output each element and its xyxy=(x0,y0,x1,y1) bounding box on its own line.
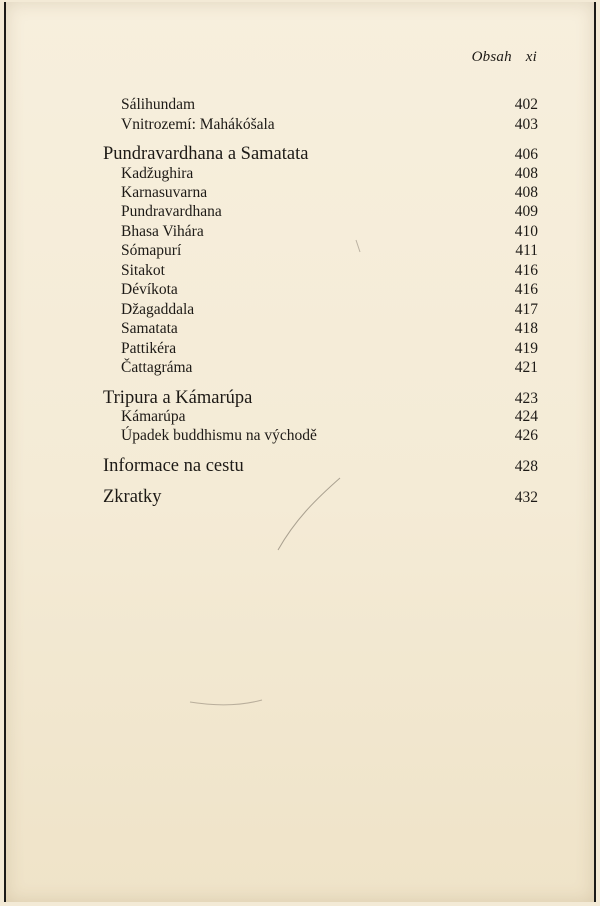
toc-entry-page: 410 xyxy=(514,223,538,240)
toc-section-title: Pundravardhana a Samatata xyxy=(103,144,309,164)
header-page-number: xi xyxy=(525,49,537,65)
toc-entry-page: 416 xyxy=(514,262,538,279)
toc-section-page: 423 xyxy=(514,390,538,407)
toc-entry-title: Úpadek buddhismu na východě xyxy=(121,427,317,444)
toc-entry-title: Čattagráma xyxy=(121,359,193,376)
toc-section-page: 406 xyxy=(514,146,538,163)
toc-entry-page: 421 xyxy=(514,359,538,376)
toc-entry-title: Sómapurí xyxy=(121,242,182,259)
toc-entry-page: 409 xyxy=(514,203,538,220)
toc-entry-title: Kadžughira xyxy=(121,165,194,182)
toc-entry-title: Samatata xyxy=(121,320,178,337)
toc-entry-page: 418 xyxy=(514,320,538,337)
toc-entry-title: Pattikéra xyxy=(121,340,177,357)
toc-entry-title: Vnitrozemí: Mahákóšala xyxy=(121,116,275,133)
toc-entry-title: Pundravardhana xyxy=(121,203,222,220)
toc-entry-page: 408 xyxy=(514,184,538,201)
toc-entry-page: 403 xyxy=(514,116,538,133)
toc-entry-page: 408 xyxy=(514,165,538,182)
toc-entry-title: Dévíkota xyxy=(121,281,178,298)
toc-section-title: Informace na cestu xyxy=(103,456,244,476)
toc-entry-title: Džagaddala xyxy=(121,301,195,318)
toc-entry-page: 419 xyxy=(514,340,538,357)
toc-entry-title: Karnasuvarna xyxy=(121,184,208,201)
toc-entry-page: 411 xyxy=(515,242,538,259)
toc-entry-title: Kámarúpa xyxy=(121,408,186,425)
toc-entry-page: 424 xyxy=(514,408,538,425)
toc-section-page: 432 xyxy=(514,489,538,506)
header-section-title: Obsah xyxy=(471,49,512,65)
toc-entry-title: Bhasa Vihára xyxy=(121,223,204,240)
toc-entry-page: 426 xyxy=(514,427,538,444)
toc-entry-title: Sálihundam xyxy=(121,96,196,113)
toc-section-page: 428 xyxy=(514,458,538,475)
toc-entry-page: 416 xyxy=(514,281,538,298)
toc-entry-title: Sitakot xyxy=(121,262,165,279)
toc-entry-page: 402 xyxy=(514,96,538,113)
toc-section-title: Zkratky xyxy=(103,487,162,507)
toc-entry-page: 417 xyxy=(514,301,538,318)
toc-section-title: Tripura a Kámarúpa xyxy=(103,388,253,408)
